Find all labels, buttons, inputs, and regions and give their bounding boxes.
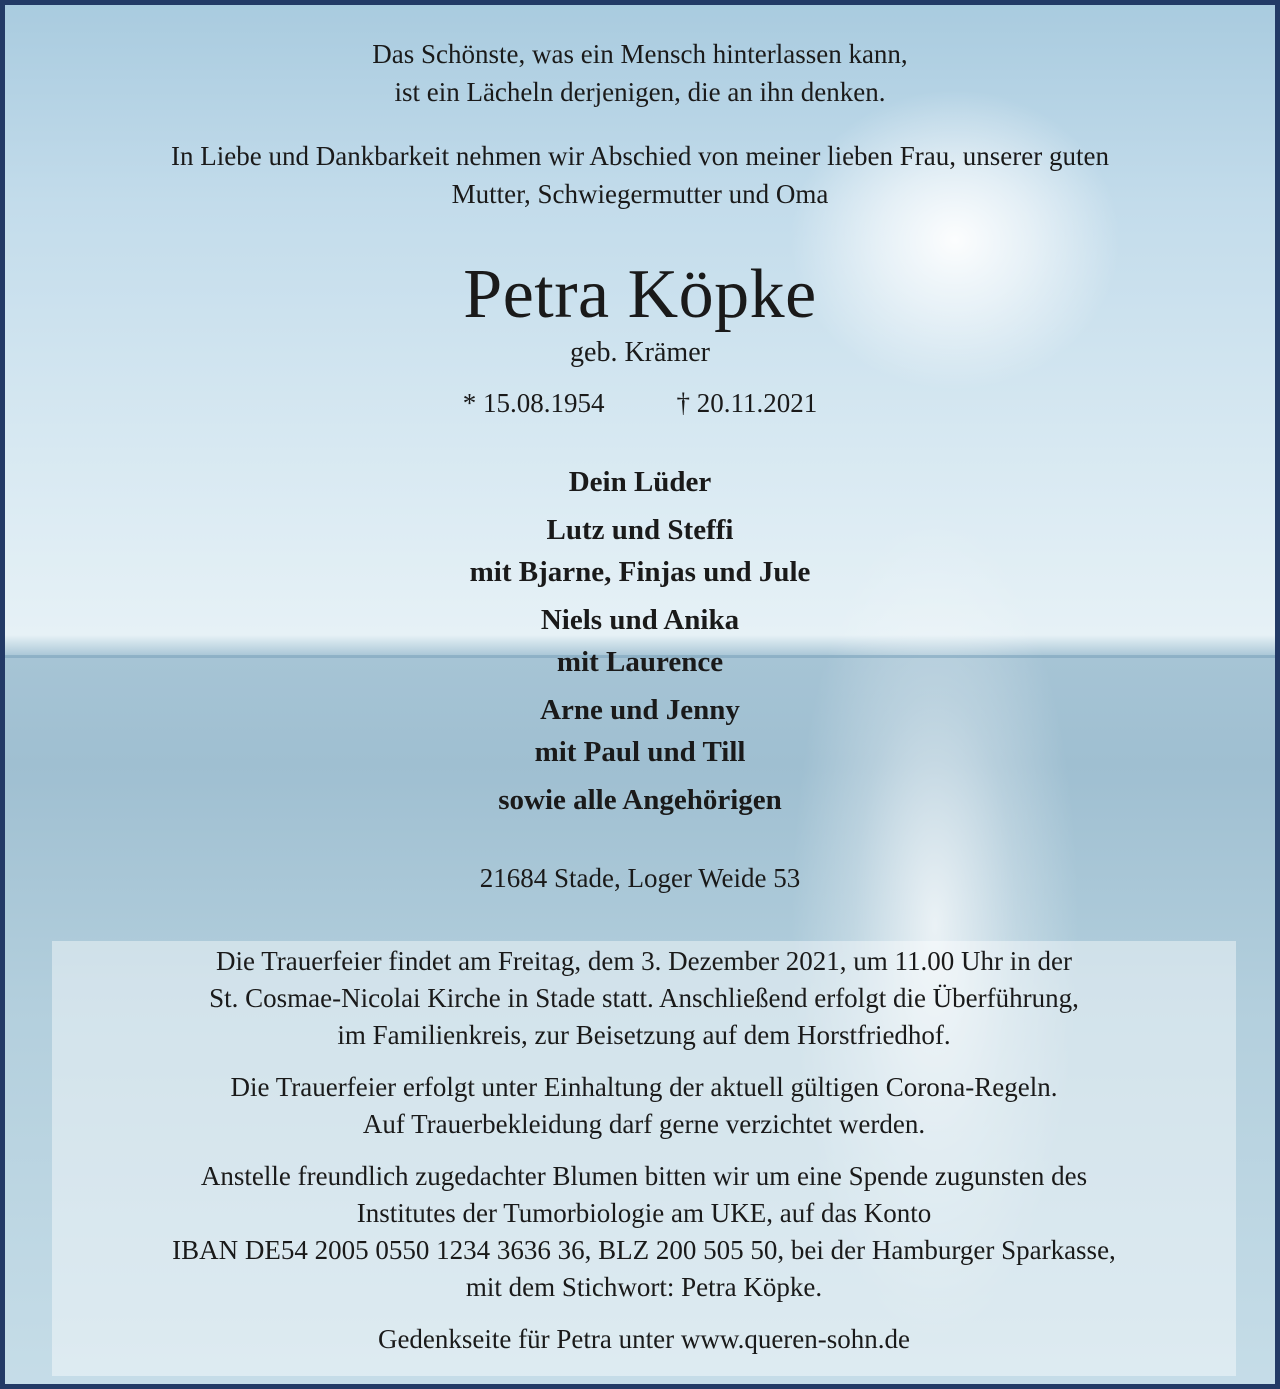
info-line: Die Trauerfeier findet am Freitag, dem 3. Dezember 2021, um 11.00 Uhr in der bbox=[215, 946, 1072, 976]
death-date: † 20.11.2021 bbox=[676, 388, 818, 418]
info-line: Gedenkseite für Petra unter www.queren-sohn.de bbox=[377, 1324, 911, 1354]
info-line: Institutes der Tumorbiologie am UKE, auf das Konto bbox=[356, 1198, 932, 1228]
funeral-info-box bbox=[52, 941, 1236, 1376]
mourner-group bbox=[5, 599, 1275, 683]
mourner-line: Dein Lüder bbox=[568, 466, 712, 498]
info-line: IBAN DE54 2005 0550 1234 3636 36, BLZ 200 505 50, bei der Hamburger Sparkasse, bbox=[172, 1235, 1116, 1265]
life-dates bbox=[5, 385, 1275, 421]
mourner-group bbox=[5, 779, 1275, 821]
deceased-name: Petra Köpke bbox=[463, 256, 817, 333]
mourners-list bbox=[5, 461, 1275, 827]
birth-date: * 15.08.1954 bbox=[462, 388, 605, 418]
intro-line: Mutter, Schwiegermutter und Oma bbox=[451, 179, 829, 209]
intro-line: In Liebe und Dankbarkeit nehmen wir Abschied von meiner lieben Frau, unserer guten bbox=[171, 141, 1109, 171]
service-paragraph bbox=[52, 943, 1236, 1054]
verse-line: ist ein Lächeln derjenigen, die an ihn denken. bbox=[394, 77, 886, 107]
mourner-group bbox=[5, 689, 1275, 773]
mourner-line: mit Paul und Till bbox=[534, 736, 746, 768]
mourner-line: sowie alle Angehörigen bbox=[498, 784, 782, 816]
mourner-line: mit Laurence bbox=[556, 646, 724, 678]
info-line: mit dem Stichwort: Petra Köpke. bbox=[465, 1272, 823, 1302]
mourner-group bbox=[5, 461, 1275, 503]
mourner-line: Arne und Jenny bbox=[540, 694, 740, 726]
mourner-line: Niels und Anika bbox=[540, 604, 740, 636]
memorial-page-paragraph bbox=[52, 1321, 1236, 1358]
info-line: Die Trauerfeier erfolgt unter Einhaltung der aktuell gültigen Corona-Regeln. bbox=[230, 1072, 1058, 1102]
family-address: 21684 Stade, Loger Weide 53 bbox=[479, 863, 801, 893]
info-line: Anstelle freundlich zugedachter Blumen bitten wir um eine Spende zugunsten des bbox=[200, 1161, 1088, 1191]
farewell-intro bbox=[5, 137, 1275, 213]
memorial-verse bbox=[5, 35, 1275, 111]
maiden-name: geb. Krämer bbox=[570, 337, 710, 368]
info-line: im Familienkreis, zur Beisetzung auf dem Horstfriedhof. bbox=[337, 1020, 951, 1050]
info-line: St. Cosmae-Nicolai Kirche in Stade statt. Anschließend erfolgt die Überführung, bbox=[209, 983, 1079, 1013]
info-line: Auf Trauerbekleidung darf gerne verzichtet werden. bbox=[362, 1109, 926, 1139]
mourner-line: Lutz und Steffi bbox=[546, 514, 734, 546]
mourner-line: mit Bjarne, Finjas und Jule bbox=[469, 556, 811, 588]
mourner-group bbox=[5, 509, 1275, 593]
verse-line: Das Schönste, was ein Mensch hinterlassen kann, bbox=[372, 39, 908, 69]
corona-paragraph bbox=[52, 1069, 1236, 1143]
donation-paragraph bbox=[52, 1158, 1236, 1306]
